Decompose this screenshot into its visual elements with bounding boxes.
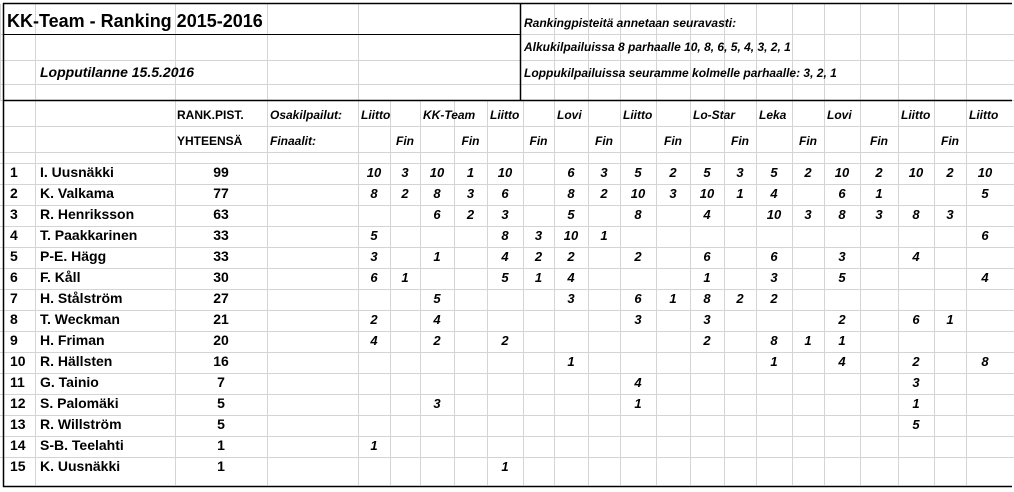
score-cell: 4 — [433, 312, 441, 327]
score-cell: 10 — [563, 228, 579, 243]
score-cell: 3 — [466, 186, 475, 201]
score-cell: 4 — [981, 270, 989, 285]
fin-header: Fin — [941, 134, 959, 148]
score-cell: 3 — [433, 396, 441, 411]
score-cell: 10 — [699, 186, 715, 201]
score-cell: 8 — [703, 291, 711, 306]
score-cell: 8 — [981, 354, 989, 369]
osakilpailut-label: Osakilpailut: — [270, 108, 343, 122]
total-points: 77 — [213, 185, 229, 201]
score-cell: 4 — [770, 186, 778, 201]
total-points: 5 — [217, 416, 225, 432]
score-cell: 5 — [370, 228, 378, 243]
score-cell: 2 — [736, 291, 744, 306]
score-cell: 4 — [567, 270, 575, 285]
score-cell: 2 — [534, 249, 543, 264]
rank-number: 1 — [10, 164, 18, 180]
score-cell: 8 — [567, 186, 575, 201]
score-cell: 5 — [634, 165, 642, 180]
info-line-3: Loppukilpailuissa seuramme kolmelle parhaalle: 3, 2, 1 — [524, 66, 837, 80]
total-points: 99 — [213, 164, 229, 180]
score-cell: 6 — [703, 249, 711, 264]
score-cell: 2 — [433, 333, 441, 348]
score-cell: 5 — [501, 270, 509, 285]
fin-header: Fin — [870, 134, 888, 148]
rank-number: 3 — [10, 206, 18, 222]
score-cell: 5 — [703, 165, 711, 180]
info-line-2: Alkukilpailuissa 8 parhaalle 10, 8, 6, 5, 4, 3, 2, 1 — [524, 40, 791, 54]
score-cell: 6 — [501, 186, 509, 201]
score-cell: 10 — [366, 165, 382, 180]
score-cell: 2 — [912, 354, 920, 369]
score-cell: 2 — [401, 186, 409, 201]
event-header: Liitto — [361, 108, 391, 122]
score-cell: 1 — [433, 249, 441, 264]
score-cell: 3 — [912, 375, 920, 390]
score-cell: 3 — [669, 186, 677, 201]
player-name: R. Hällsten — [40, 353, 113, 369]
score-cell: 5 — [912, 417, 920, 432]
score-cell: 2 — [946, 165, 954, 180]
score-cell: 2 — [669, 165, 677, 180]
score-cell: 1 — [534, 270, 543, 285]
score-cell: 4 — [370, 333, 378, 348]
score-cell: 6 — [770, 249, 778, 264]
score-cell: 4 — [838, 354, 846, 369]
finaalit-label: Finaalit: — [270, 134, 317, 148]
rank-number: 11 — [10, 374, 25, 390]
score-cell: 3 — [600, 165, 608, 180]
rank-number: 2 — [10, 185, 18, 201]
score-cell: 6 — [981, 228, 989, 243]
fin-header: Fin — [731, 134, 749, 148]
score-cell: 1 — [401, 270, 409, 285]
score-cell: 1 — [501, 459, 509, 474]
player-name: T. Paakkarinen — [40, 227, 138, 243]
score-cell: 10 — [630, 186, 646, 201]
fin-header: Fin — [461, 134, 480, 148]
score-cell: 3 — [370, 249, 378, 264]
score-cell: 3 — [736, 165, 744, 180]
score-cell: 2 — [370, 312, 378, 327]
player-name: K. Valkama — [40, 185, 114, 201]
score-cell: 3 — [804, 207, 812, 222]
fin-header: Fin — [799, 134, 817, 148]
event-header: Lovi — [557, 108, 582, 122]
player-name: H. Friman — [40, 332, 105, 348]
score-cell: 8 — [634, 207, 642, 222]
score-cell: 1 — [736, 186, 744, 201]
score-cell: 3 — [770, 270, 778, 285]
score-cell: 2 — [466, 207, 475, 222]
sheet-title: KK-Team - Ranking 2015-2016 — [7, 11, 263, 31]
score-cell: 3 — [401, 165, 409, 180]
rank-number: 15 — [10, 458, 26, 474]
score-cell: 8 — [912, 207, 920, 222]
score-cell: 3 — [634, 312, 642, 327]
event-header: Liitto — [490, 108, 520, 122]
info-line-1: Rankingpisteitä annetaan seuravasti: — [524, 16, 737, 30]
score-cell: 1 — [466, 165, 475, 180]
total-points: 1 — [217, 458, 225, 474]
rank-number: 12 — [10, 395, 26, 411]
score-cell: 3 — [875, 207, 883, 222]
score-cell: 5 — [838, 270, 846, 285]
score-cell: 2 — [703, 333, 711, 348]
score-cell: 2 — [838, 312, 846, 327]
score-cell: 1 — [912, 396, 920, 411]
fin-header: Fin — [396, 134, 414, 148]
score-cell: 5 — [981, 186, 989, 201]
rank-points-header: RANK.PIST. — [177, 108, 244, 122]
score-cell: 3 — [946, 207, 954, 222]
rank-number: 5 — [10, 248, 18, 264]
score-cell: 10 — [766, 207, 782, 222]
score-cell: 8 — [501, 228, 509, 243]
score-cell: 4 — [634, 375, 642, 390]
score-cell: 1 — [703, 270, 711, 285]
score-cell: 1 — [567, 354, 575, 369]
total-points: 20 — [213, 332, 229, 348]
score-cell: 5 — [770, 165, 778, 180]
event-header: Liitto — [969, 108, 999, 122]
event-header: Leka — [759, 108, 787, 122]
event-header: Liitto — [901, 108, 931, 122]
fin-header: Fin — [664, 134, 682, 148]
score-cell: 6 — [370, 270, 378, 285]
score-cell: 1 — [669, 291, 677, 306]
total-points: 1 — [217, 437, 225, 453]
total-points: 30 — [213, 269, 229, 285]
score-cell: 8 — [770, 333, 778, 348]
score-cell: 2 — [501, 333, 509, 348]
score-cell: 3 — [534, 228, 543, 243]
score-cell: 6 — [567, 165, 575, 180]
score-cell: 6 — [634, 291, 642, 306]
rank-number: 7 — [10, 290, 18, 306]
player-name: T. Weckman — [40, 311, 120, 327]
score-cell: 2 — [634, 249, 642, 264]
rank-number: 13 — [10, 416, 26, 432]
score-cell: 1 — [770, 354, 778, 369]
score-cell: 8 — [433, 186, 441, 201]
score-cell: 1 — [600, 228, 608, 243]
score-cell: 2 — [875, 165, 883, 180]
player-name: R. Henriksson — [40, 206, 135, 222]
player-name: R. Willström — [40, 416, 122, 432]
score-cell: 10 — [497, 165, 513, 180]
player-name: F. Kåll — [40, 269, 81, 285]
score-cell: 2 — [804, 165, 812, 180]
player-name: K. Uusnäkki — [40, 458, 121, 474]
fin-header: Fin — [529, 134, 548, 148]
score-cell: 3 — [501, 207, 509, 222]
total-points: 21 — [213, 311, 229, 327]
score-cell: 4 — [501, 249, 509, 264]
total-points: 27 — [213, 290, 229, 306]
event-header: Lovi — [827, 108, 852, 122]
score-cell: 4 — [703, 207, 711, 222]
score-cell: 3 — [838, 249, 846, 264]
event-header: Liitto — [623, 108, 653, 122]
score-cell: 1 — [946, 312, 954, 327]
player-name: P-E. Hägg — [40, 248, 107, 264]
event-header: Lo-Star — [693, 108, 735, 122]
score-cell: 1 — [804, 333, 812, 348]
score-cell: 4 — [912, 249, 920, 264]
player-name: H. Stålström — [40, 290, 123, 306]
score-cell: 2 — [770, 291, 778, 306]
rank-number: 9 — [10, 332, 18, 348]
score-cell: 1 — [634, 396, 642, 411]
score-cell: 8 — [370, 186, 378, 201]
total-points: 5 — [217, 395, 225, 411]
rank-number: 10 — [10, 353, 26, 369]
rank-number: 4 — [10, 227, 18, 243]
score-cell: 5 — [433, 291, 441, 306]
rank-number: 14 — [10, 437, 26, 453]
score-cell: 6 — [912, 312, 920, 327]
score-cell: 1 — [838, 333, 846, 348]
score-cell: 10 — [834, 165, 850, 180]
score-cell: 10 — [908, 165, 924, 180]
score-cell: 6 — [838, 186, 846, 201]
score-cell: 2 — [567, 249, 575, 264]
total-points: 16 — [213, 353, 229, 369]
score-cell: 2 — [600, 186, 608, 201]
score-cell: 10 — [977, 165, 993, 180]
event-header: KK-Team — [423, 108, 476, 122]
total-points: 63 — [213, 206, 229, 222]
player-name: G. Tainio — [40, 374, 99, 390]
player-name: I. Uusnäkki — [40, 164, 114, 180]
rank-number: 6 — [10, 269, 18, 285]
score-cell: 3 — [567, 291, 575, 306]
score-cell: 1 — [875, 186, 883, 201]
rank-total-header: YHTEENSÄ — [177, 134, 243, 148]
sheet-subtitle: Lopputilanne 15.5.2016 — [40, 64, 195, 80]
fin-header: Fin — [595, 134, 613, 148]
score-cell: 1 — [370, 438, 378, 453]
score-cell: 10 — [429, 165, 445, 180]
score-cell: 5 — [567, 207, 575, 222]
score-cell: 6 — [433, 207, 441, 222]
score-cell: 3 — [703, 312, 711, 327]
score-cell: 8 — [838, 207, 846, 222]
rank-number: 8 — [10, 311, 18, 327]
total-points: 33 — [213, 248, 229, 264]
player-name: S-B. Teelahti — [40, 437, 124, 453]
total-points: 7 — [217, 374, 225, 390]
total-points: 33 — [213, 227, 229, 243]
player-name: S. Palomäki — [40, 395, 119, 411]
